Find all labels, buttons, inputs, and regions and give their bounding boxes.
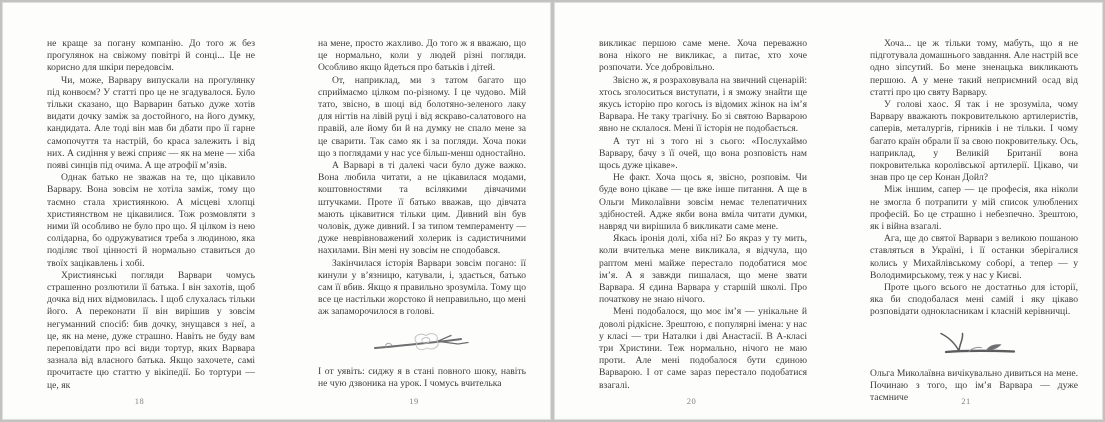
paragraph: А Варварі в ті далекі часи було дуже важко. Вона любила читати, а не цікавилася модами, коштовностями та всілякими дівчачими штучками. Проте її батько вважав, що дівчата мають цікавитися тільки цим. Дивний він був чоловік, дуже дивний. І за типом темпераменту — дуже неврівноважений холерик із садистичними нахилами. Він мені ну зовсім не сподобався. xyxy=(318,160,526,257)
book-spread-right xyxy=(554,2,1103,420)
book-page-18 xyxy=(2,2,277,420)
book-page-20 xyxy=(554,2,829,420)
paragraph: Ага, ще до святої Варвари з великою пошаною ставляться в Україні, і її останки зберігалися колись у Михайлівському соборі, а тепер — у Володимирському, теж у нас у Києві. xyxy=(870,233,1078,281)
page-number: 18 xyxy=(134,396,145,406)
paragraph: Християнські погляди Варвари чомусь страшенно розлютили її батька. І він захотів, щоб дочка від них відмовилась. І щоб слухалась тільки його. А переконати її він вирішив у зовсім негуманний спосіб: бив дочку, знущався з неї, а це, як на мене, дуже страшно. Навіть не буду вам переповідати про всі види тортур, яких Варвара зазнала від власного батька. Якщо захочете, самі прочитаєте цю статтю у вікіпедії. Бо тортури — це, як xyxy=(47,269,255,391)
paragraph: Мені подобалося, що моє ім’я — унікальне й доволі рідкісне. Зрештою, є популярні імена: у нас у класі — три Наталки і дві Анастасії. В А-класі три Христини. Теж нормально, нічого не маю проти. Але мені подобалося бути єдиною Варварою. І от саме зараз перестало подобатися взагалі. xyxy=(599,306,807,391)
paragraph: Однак батько не зважав на те, що цікавило Варвару. Вона зовсім не хотіла заміж, тому що таємно стала християнкою. А місцеві хлопці християнством не цікавилися. Тож розмовляти з ними їй особливо не було про що. Я цілком із нею солідарна, бо одружуватися треба з людиною, яка поділяє твої цінності й нормально ставиться до твоїх зацікавлень і хобі. xyxy=(47,172,255,269)
paragraph: на мене, просто жахливо. До того ж я вважаю, що це нормально, коли у людей різні погляди. Особливо якщо йдеться про батьків і дітей. xyxy=(318,38,526,74)
twig-flourish-icon xyxy=(870,330,1078,358)
page-text xyxy=(318,38,526,390)
paragraph: От, наприклад, ми з татом багато що сприймаємо цілком по-різному. І це чудово. Мій тато, звісно, в шоці від болотяно-зеленого лаку для нігтів на лівій руці і від яскраво-салатового на правій, але йому би й на думку не спало мене за це сварити. Так само як і за погляди. Хоча поки що з поглядами у нас усе більш-менш одностайно. xyxy=(318,74,526,159)
page-text xyxy=(870,38,1078,404)
paragraph: не краще за погану компанію. До того ж без прогулянок на свіжому повітрі й сонці... Це не корисно для шкіри передовсім. xyxy=(47,38,255,74)
paragraph: У голові хаос. Я так і не зрозуміла, чому Варвару вважають покровителькою артилеристів, саперів, металургів, гірників і не тільки. І чому багато країн обрали її за свою покровительку. Ось, наприклад, у Великій Британії вона покровителька королівської артилерії. Цікаво, чи знав про це сер Конан Дойл? xyxy=(870,99,1078,184)
rose-branch-flourish-icon xyxy=(318,330,526,356)
paragraph: Чи, може, Варвару випускали на прогулянку під конвоєм? У статті про це не згадувалося. Було тільки сказано, що Варварин батько дуже хотів видати дочку заміж за достойного, на його думку, кандидата. Але тоді він мав би дбати про її гарне самопочуття та настрій, бо краса залежить і від них. А сидіння у вежі сприяє — як на мене — хіба появі синців під очима. А ще атрофії м’язів. xyxy=(47,74,255,172)
paragraph: Якась іронія долі, хіба ні? Бо якраз у ту мить, коли вчителька мене викликала, я відчула, що раптом мені майже перестало подобатися моє ім’я. А я завжди пишалася, що мене звати Варвара. Я єдина Варвара у старшій школі. Про початкову не знаю нічого. xyxy=(599,233,807,306)
page-number: 19 xyxy=(409,396,419,406)
paragraph: Хоча... це ж тільки тому, мабуть, що я не підготувала домашнього завдання. Але настрій все одно зіпсутий. Бо мене зненацька викликають першою. А у мене такий неприємний осад від статті про цю святу Варвару. xyxy=(870,38,1078,98)
book-page-19 xyxy=(277,2,551,420)
paragraph: Не факт. Хоча щось я, звісно, розповім. Чи буде воно цікаве — це вже інше питання. А ще в Ольги Миколаївни зовсім немає телепатичних здібностей. Адже якби вона вміла читати думки, навряд чи вирішила б викликати саме мене. xyxy=(599,172,807,233)
paragraph: І от уявіть: сиджу я в стані повного шоку, навіть не чую дзвоника на урок. І чомусь вчителька xyxy=(318,365,526,389)
paragraph: А тут ні з того ні з сього: «Послухаймо Варвару, бачу з її очей, що вона розповість нам щось дуже цікаве». xyxy=(599,135,807,172)
paragraph: Звісно ж, я розраховувала на звичний сценарій: хтось зголоситься виступати, і я зможу знайти ще якусь історію про когось із відомих жінок на ім’я Варвара. Не таку трагічну. Бо зі святою Варварою явно не склалося. Мені її історія не подобається. xyxy=(599,74,807,135)
paragraph: викликає першою саме мене. Хоча переважно вона нікого не викликає, а питає, хто хоче розпочати. Усе добровільно. xyxy=(599,38,807,74)
paragraph: Закінчилася історія Варвари зовсім погано: її кинули у в’язницю, катували, і, здається, батько сам її вбив. Якщо я правильно зрозуміла. Тому що все це настільки жорстоко й неправильно, що мені аж запаморочилося в голові. xyxy=(318,257,526,318)
page-text xyxy=(599,38,807,392)
page-text xyxy=(47,38,255,392)
page-number: 21 xyxy=(961,396,971,406)
page-number: 20 xyxy=(686,396,697,406)
paragraph: Ольга Миколаївна вичікувально дивиться на мене. Починаю з того, що ім’я Варвара — дуже таємниче xyxy=(870,367,1078,404)
book-spread-left xyxy=(2,2,551,420)
paragraph: Проте цього всього не достатньо для історії, яка би сподобалася мені самій і яку цікаво розповідати однокласникам і класній керівничці. xyxy=(870,282,1078,318)
paragraph: Між іншим, сапер — це професія, яка ніколи не змогла б потрапити у мій список улюблених професій. Бо це страшно і небезпечно. Зрештою, як і війна взагалі. xyxy=(870,184,1078,233)
book-page-21 xyxy=(829,2,1103,420)
